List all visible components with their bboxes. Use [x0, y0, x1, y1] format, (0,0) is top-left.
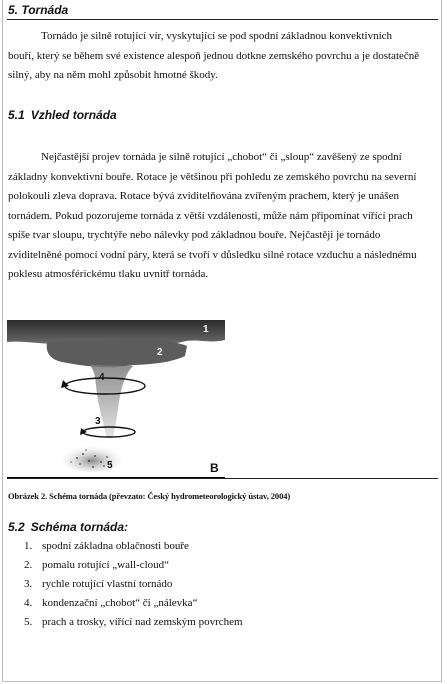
vzhled-line: poklesu atmosférickému tlaku uvnitř tornáda.	[8, 268, 209, 280]
diagram-label-4: 4	[99, 372, 105, 383]
diagram-label-5: 5	[107, 460, 113, 471]
vzhled-line: základny konvektivní bouře. Rotace je většinou při pohledu ze zemského povrchu na severní	[8, 170, 417, 183]
vzhled-line: zviditelněné pomocí vodní páry, která se tvoří v důsledku silné rotace vzduchu a následnému	[8, 248, 417, 261]
tornado-diagram	[7, 320, 225, 478]
section-number: 5.2	[8, 520, 25, 534]
figure-rule	[7, 478, 438, 479]
list-text: prach a trosky, vířící nad zemským povrchem	[42, 616, 243, 628]
list-text: kondenzační „chobot“ či „nálevka“	[42, 597, 198, 609]
vzhled-line: spíše tvar sloupu, trychtýře nebo nálevky pod základnou bouře. Nejčastěji je tornádo	[8, 229, 381, 241]
list-number: 1.	[24, 540, 33, 552]
diagram-label-2: 2	[157, 347, 163, 358]
diagram-label-1: 1	[203, 324, 209, 335]
list-number: 5.	[24, 616, 33, 628]
diagram-panel-label: B	[210, 461, 219, 475]
tornado-diagram-svg	[7, 320, 225, 477]
vzhled-line: tornádem. Pokud pozorujeme tornáda z větší vzdálenosti, může nám připomínat vířící prach	[8, 209, 413, 222]
section-title: Vzhled tornáda	[30, 108, 117, 122]
intro-line: bouří, který se během své existence alespoň jednou dotkne zemského povrchu a je dostatečně	[8, 49, 420, 62]
section-number: 5.1	[8, 108, 25, 122]
list-text: rychle rotující vlastní tornádo	[42, 578, 173, 590]
section-heading-schema	[8, 520, 128, 534]
intro-line: Tornádo je silně rotující vír, vyskytující se pod spodní základnou konvektivních	[41, 30, 393, 42]
dust-cloud	[62, 444, 122, 472]
section-heading-vzhled	[8, 108, 117, 122]
vzhled-paragraph	[8, 148, 434, 285]
list-text: pomalu rotující „wall-cloud“	[42, 559, 170, 571]
section-title: Schéma tornáda:	[30, 520, 129, 534]
list-text: spodní základna oblačnosti bouře	[42, 540, 189, 552]
list-number: 3.	[24, 578, 33, 590]
rotation-arrowhead-upper	[61, 380, 69, 388]
intro-paragraph	[8, 27, 434, 86]
heading-rule	[7, 19, 438, 20]
vzhled-line: polokouli zleva doprava. Rotace bývá zviditelňována zvířeným prachem, který je unášen	[8, 190, 399, 202]
list-number: 4.	[24, 597, 33, 609]
diagram-label-3: 3	[95, 416, 101, 427]
document-page	[2, 0, 442, 682]
figure-caption: Obrázek 2. Schéma tornáda (převzato: Český hydrometeorologický ústav, 2004)	[8, 491, 291, 501]
vzhled-line: Nejčastější projev tornáda je silně rotující „chobot“ či „sloup“ zavěšený ze spodní	[41, 151, 402, 163]
intro-line: silný, aby na něm mohl způsobit hmotné škody.	[8, 69, 218, 81]
list-number: 2.	[24, 559, 33, 571]
wall-cloud	[47, 340, 187, 367]
cloud-base	[7, 320, 225, 344]
chapter-heading: 5. Tornáda	[8, 3, 69, 17]
